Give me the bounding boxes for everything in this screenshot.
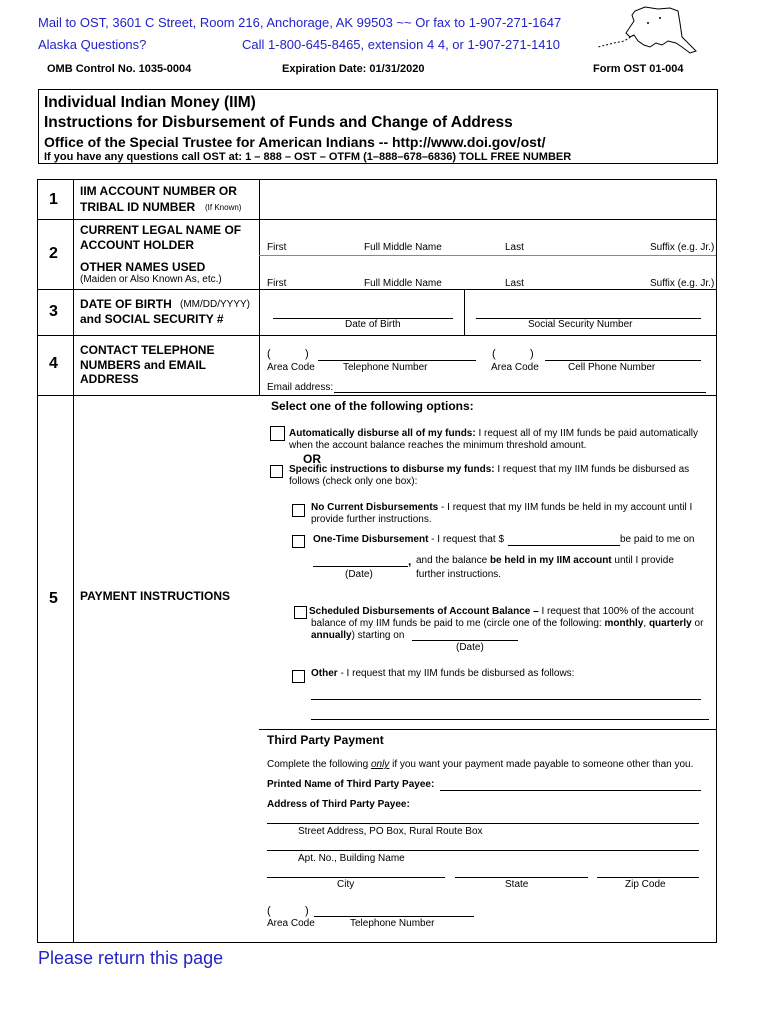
other-checkbox[interactable] [292,670,305,683]
cell-paren-open: ( [492,348,496,360]
cell-paren-close: ) [530,348,534,360]
monthly-option[interactable]: monthly [604,618,644,629]
dob-format-note: (MM/DD/YYYY) [180,299,250,310]
starting-on-text: ) starting on [351,630,405,641]
apt-caption: Apt. No., Building Name [298,853,405,864]
or-word: or [691,618,704,629]
auto-disburse-title: Automatically disburse all of my funds: [289,428,476,439]
row-number-2: 2 [49,245,58,262]
payee-phone-field[interactable] [314,903,474,915]
no-current-desc-2: provide further instructions. [311,514,432,525]
other-last-name-label: Last [505,278,524,289]
other-names-field[interactable] [262,258,712,277]
phone-paren-close: ) [305,348,309,360]
ssn-label: and SOCIAL SECURITY # [80,312,224,326]
other-instructions-field[interactable] [311,684,706,718]
one-time-text [313,534,504,545]
questions-phone: Call 1-800-645-8465, extension 4 4, or 1-907-271-1410 [242,37,560,52]
specific-instructions-text [289,464,689,475]
other-text [311,668,574,679]
last-name-label: Last [505,242,524,253]
scheduled-date-caption: (Date) [456,642,484,653]
state-caption: State [505,879,529,890]
payee-name-field[interactable] [440,776,701,789]
further-instructions: further instructions. [416,569,502,580]
ssn-field[interactable] [476,296,701,317]
quarterly-option[interactable]: quarterly [648,618,692,629]
mail-address-line: Mail to OST, 3601 C Street, Room 216, Anchorage, AK 99503 ~~ Or fax to 1-907-271-1647 [38,15,562,30]
account-number-label: IIM ACCOUNT NUMBER OR [80,184,237,198]
cell-phone-caption: Cell Phone Number [568,362,656,373]
account-number-field[interactable] [262,181,712,217]
city-caption: City [337,879,355,890]
expiration-date: Expiration Date: 01/31/2020 [282,63,425,75]
one-time-desc-2: be paid to me on [620,534,695,545]
dob-field[interactable] [273,296,453,317]
one-time-date-field[interactable] [313,553,408,565]
row-number-3: 3 [49,303,58,320]
one-time-desc: - I request that $ [428,534,505,545]
other-title: Other [311,668,338,679]
payee-paren-open: ( [267,905,271,917]
payee-paren-close: ) [305,905,309,917]
scheduled-desc: I request that 100% of the account [538,606,694,617]
phone-paren-open: ( [267,348,271,360]
contact-label-2: NUMBERS and EMAIL [80,358,206,372]
row-number-5: 5 [49,590,58,607]
balance-desc-2: until I provide [611,555,674,566]
payee-area-code-caption: Area Code [267,918,315,929]
auto-disburse-text [289,428,698,439]
auto-disburse-desc: I request all of my IIM funds be paid automatically [475,428,699,439]
third-party-instructions [267,759,693,770]
form-subtitle: Instructions for Disbursement of Funds and Change of Address [44,114,513,131]
cell-area-code-caption: Area Code [491,362,539,373]
zip-caption: Zip Code [625,879,666,890]
questions-label: Alaska Questions? [38,37,147,52]
scheduled-title: Scheduled Disbursements of Account Balance – [309,606,539,617]
email-field[interactable] [334,379,706,391]
contact-label-3: ADDRESS [80,372,139,386]
row-number-1: 1 [49,191,58,208]
one-time-comma: , [408,554,412,568]
or-divider: OR [303,452,321,466]
specific-instructions-desc: I request that my IIM funds be disbursed as [494,464,690,475]
tribal-id-label: TRIBAL ID NUMBER [80,200,196,214]
apt-field[interactable] [267,837,699,849]
payee-address-label: Address of Third Party Payee: [267,799,410,810]
complete-text-2: if you want your payment made payable to someone other than you. [389,759,694,770]
payee-telephone-caption: Telephone Number [350,918,435,929]
row-number-4: 4 [49,355,58,372]
area-code-caption: Area Code [267,362,315,373]
city-field[interactable] [267,864,445,876]
if-known-note: (If Known) [205,203,242,212]
balance-desc: and the balance [416,555,490,566]
other-suffix-label: Suffix (e.g. Jr.) [650,278,715,289]
scheduled-desc-2-text: balance of my IIM funds be paid to me (circle one of the following: [311,618,605,629]
scheduled-text [309,606,694,617]
complete-text: Complete the following [267,759,371,770]
payment-instructions-label: PAYMENT INSTRUCTIONS [80,589,231,603]
one-time-amount-field[interactable] [508,533,620,545]
other-names-label: OTHER NAMES USED [80,260,206,274]
balance-text [416,555,674,566]
other-middle-name-label: Full Middle Name [364,278,442,289]
dob-label: DATE OF BIRTH [80,297,172,311]
legal-name-field[interactable] [262,221,712,241]
scheduled-desc-3 [311,630,404,641]
one-time-date-caption: (Date) [345,569,373,580]
annually-option[interactable]: annually [311,630,352,641]
specific-instructions-checkbox[interactable] [270,465,283,478]
telephone-caption: Telephone Number [343,362,428,373]
specific-instructions-desc-2: follows (check only one box): [289,476,418,487]
state-field[interactable] [455,864,588,876]
form-title: Individual Indian Money (IIM) [44,94,256,111]
no-current-checkbox[interactable] [292,504,305,517]
alaska-map-icon [590,3,700,58]
omb-control-number: OMB Control No. 1035-0004 [47,63,192,75]
return-page-note: Please return this page [38,948,224,968]
one-time-title: One-Time Disbursement [313,534,429,545]
other-first-name-label: First [267,278,287,289]
no-current-title: No Current Disbursements [311,502,439,513]
select-options-heading: Select one of the following options: [271,399,474,413]
zip-field[interactable] [597,864,699,876]
toll-free-line: If you have any questions call OST at: 1 – 888 – OST – OTFM (1–888–678–6836) TOLL FREE NUMBER [44,151,572,163]
printed-name-label: Printed Name of Third Party Payee: [267,779,435,790]
no-current-text [311,502,692,513]
auto-disburse-desc-2: when the account balance reaches the minimum threshold amount. [289,440,587,451]
auto-disburse-checkbox[interactable] [270,426,285,441]
other-desc: - I request that my IIM funds be disbursed as follows: [337,668,575,679]
email-label: Email address: [267,382,334,393]
one-time-checkbox[interactable] [292,535,305,548]
scheduled-desc-2: balance of my IIM funds be paid to me (circle one of the following: monthly, quarterly or [311,618,704,629]
street-address-field[interactable] [267,810,699,822]
street-address-caption: Street Address, PO Box, Rural Route Box [298,826,483,837]
dob-caption: Date of Birth [345,319,401,330]
ssn-caption: Social Security Number [528,319,633,330]
suffix-label: Suffix (e.g. Jr.) [650,242,715,253]
office-line: Office of the Special Trustee for American Indians -- http://www.doi.gov/ost/ [44,134,546,150]
specific-instructions-title: Specific instructions to disburse my funds: [289,464,495,475]
no-current-desc: - I request that my IIM funds be held in my account until I [438,502,693,513]
only-emphasis: only [370,759,390,770]
scheduled-date-field[interactable] [412,628,518,640]
balance-held-bold: be held in my IIM account [489,555,612,566]
contact-label-1: CONTACT TELEPHONE [80,343,215,357]
account-holder-label: ACCOUNT HOLDER [80,238,194,252]
maiden-note: (Maiden or Also Known As, etc.) [80,274,222,285]
legal-name-label: CURRENT LEGAL NAME OF [80,223,242,237]
middle-name-label: Full Middle Name [364,242,442,253]
first-name-label: First [267,242,287,253]
third-party-heading: Third Party Payment [267,733,384,747]
form-number: Form OST 01-004 [593,63,684,75]
scheduled-checkbox[interactable] [294,606,307,619]
